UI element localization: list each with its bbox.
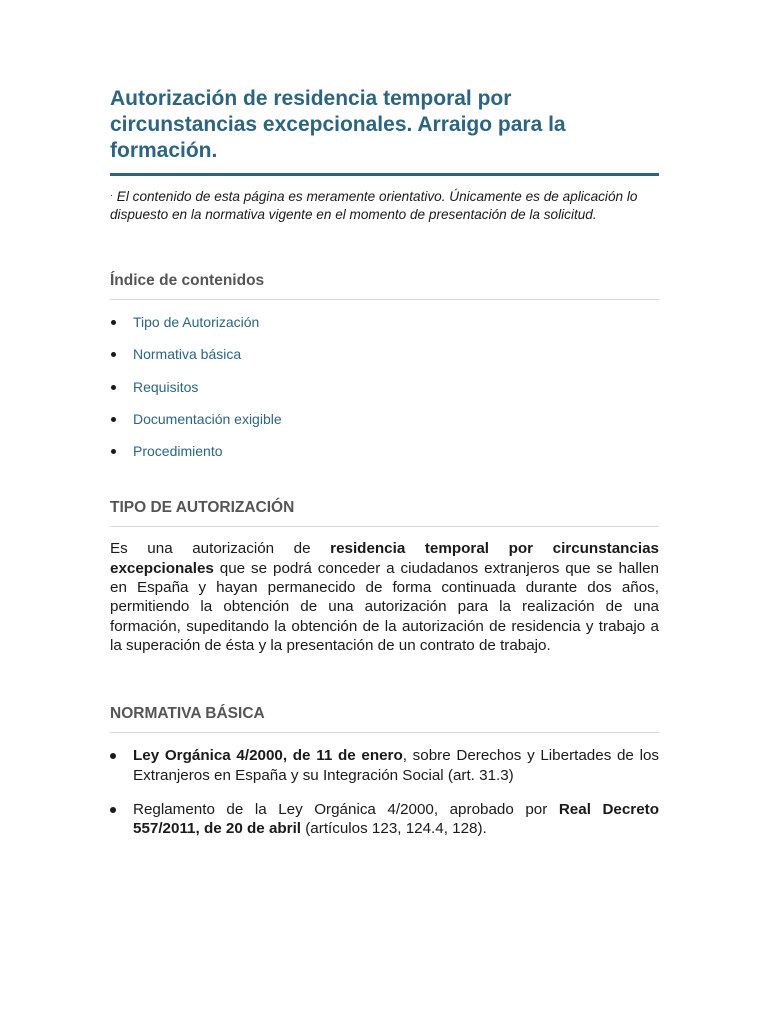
tipo-paragraph xyxy=(110,539,659,655)
toc-link-procedimiento[interactable]: Procedimiento xyxy=(133,443,223,460)
normativa-item-post: (artículos 123, 124.4, 128). xyxy=(301,820,487,838)
toc-item-documentacion xyxy=(110,409,659,441)
index-divider xyxy=(110,299,659,300)
disclaimer-mark: · xyxy=(110,190,113,200)
toc-item-normativa xyxy=(110,344,659,376)
toc-item-procedimiento xyxy=(110,441,659,473)
toc-link-documentacion[interactable]: Documentación exigible xyxy=(133,410,282,427)
normativa-item-bold: Ley Orgánica 4/2000, de 11 de enero xyxy=(133,747,403,765)
normativa-list xyxy=(110,746,659,838)
normativa-item-ley xyxy=(110,746,659,785)
tipo-text-2: que se podrá conceder a ciudadanos extranjeros que se hallen en España y hayan permanecido de forma continuada durante dos años, permitiendo la obtención de una autorización para la realización de una formación, supeditando la obtención de la autorización de residencia y trabajo a la superación de ésta y la presentación de un contrato de trabajo. xyxy=(110,559,659,654)
normativa-item-post: , sobre Derechos y Libertades de los Extranjeros en España y su Integración Social (art. 31.3) xyxy=(133,747,659,784)
tipo-heading: TIPO DE AUTORIZACIÓN xyxy=(110,499,295,517)
title-divider xyxy=(110,173,659,176)
toc-link-normativa[interactable]: Normativa básica xyxy=(133,346,242,363)
disclaimer-text: El contenido de esta página es meramente orientativo. Únicamente es de aplicación lo dispuesto en la normativa vigente en el momento de presentación de la solicitud. xyxy=(110,189,638,222)
document-page xyxy=(110,86,659,853)
tipo-bold: residencia temporal por circunstancias excepcionales xyxy=(110,540,659,577)
toc-item-tipo xyxy=(110,312,659,344)
normativa-item-reglamento xyxy=(110,800,659,839)
normativa-item-bold: Real Decreto 557/2011, de 20 de abril xyxy=(133,800,659,838)
page-title: Autorización de residencia temporal por circunstancias excepcionales. Arraigo para la formación. xyxy=(110,87,566,162)
index-heading: Índice de contenidos xyxy=(110,272,265,289)
toc-item-requisitos xyxy=(110,377,659,409)
disclaimer-note xyxy=(110,188,659,224)
toc-link-tipo[interactable]: Tipo de Autorización xyxy=(133,314,260,330)
tipo-text-1: Es una autorización de xyxy=(110,540,331,558)
normativa-divider xyxy=(110,732,659,733)
normativa-item-pre: Reglamento de la Ley Orgánica 4/2000, aprobado por xyxy=(133,800,559,818)
normativa-heading: NORMATIVA BÁSICA xyxy=(110,705,265,723)
tipo-divider xyxy=(110,526,659,527)
toc-link-requisitos[interactable]: Requisitos xyxy=(133,378,199,395)
table-of-contents xyxy=(110,312,659,473)
